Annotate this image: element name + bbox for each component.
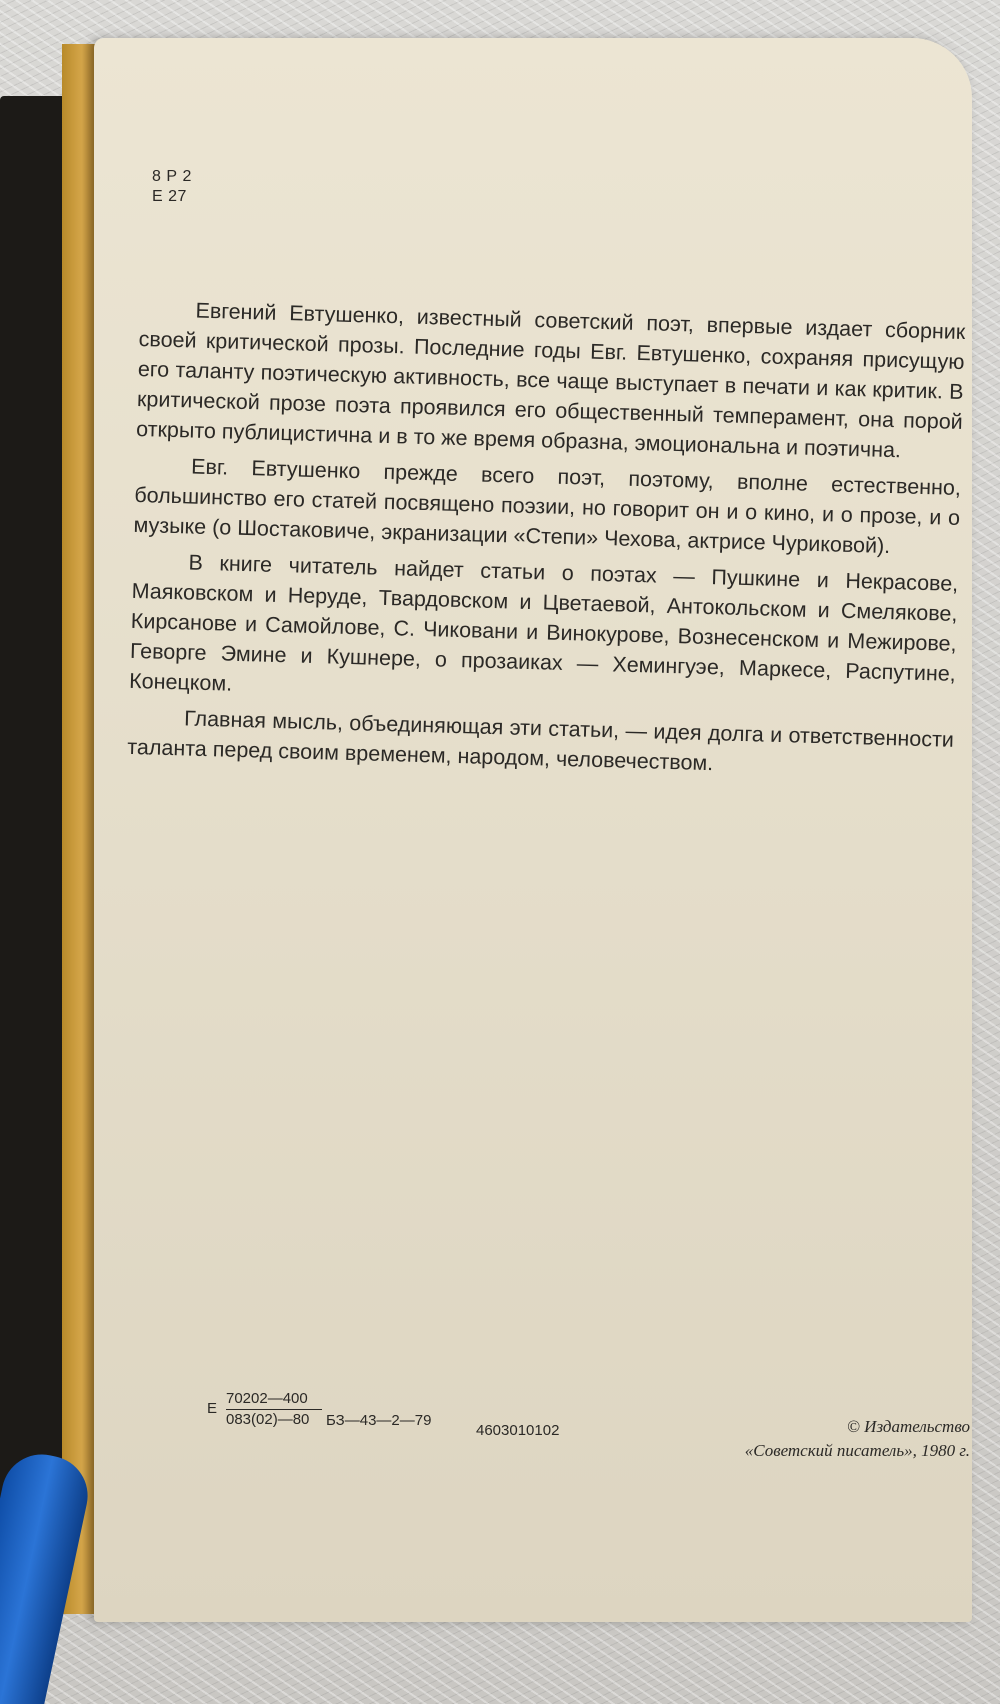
- annotation-paragraph: Главная мысль, объединяющая эти статьи, — идея долга и ответственности таланта перед своим временем, народом, человечеством.: [127, 706, 955, 776]
- imprint-series: БЗ—43—2—79: [326, 1412, 432, 1429]
- copyright-line-2: «Советский писатель», 1980 г.: [744, 1441, 970, 1460]
- annotation-paragraph: В книге читатель найдет статьи о поэтах — Пушкине и Некрасове, Маяковском и Неруде, Твардовском и Цветаевой, Антокольском и Смелякове, Кирсанове и Самойлове, С. Чиковани и Винокурове, Вознесенском и Межирове, Геворге Эмине и Кушнере, о прозаиках — Хемингуэе, Маркесе, Распутине, Конецком.: [128, 550, 959, 696]
- copyright-line-1: © Издательство: [847, 1417, 970, 1436]
- imprint-fraction: [226, 1390, 322, 1429]
- imprint-numerator: 70202—400: [226, 1390, 322, 1410]
- classification-code-line-1: 8 Р 2: [152, 168, 192, 185]
- imprint-letter: Е: [207, 1400, 218, 1417]
- book-page: [94, 38, 972, 1622]
- imprint-number: 4603010102: [476, 1422, 560, 1439]
- annotation-paragraph: Евг. Евтушенко прежде всего поэт, поэтому, вполне естественно, большинство его статей посвящено поэзии, но говорит он и о кино, и о прозе, и о музыке (о Шостаковиче, экранизации «Степи» Чехова, актрисе Чуриковой).: [133, 454, 962, 559]
- classification-code-line-2: Е 27: [152, 188, 187, 205]
- page-edges: [62, 44, 98, 1614]
- annotation-paragraph: Евгений Евтушенко, известный советский поэт, впервые издает сборник своей критической прозы. Последние годы Евг. Евтушенко, сохраняя присущую его таланту поэтическую активность, все чаще выступает в печати и как критик. В критической прозе поэта проявился его общественный темперамент, она порой открыто публицистична и в то же время образна, эмоциональна и поэтична.: [135, 298, 966, 463]
- annotation-text: [127, 294, 966, 791]
- imprint-denominator: 083(02)—80: [226, 1411, 310, 1428]
